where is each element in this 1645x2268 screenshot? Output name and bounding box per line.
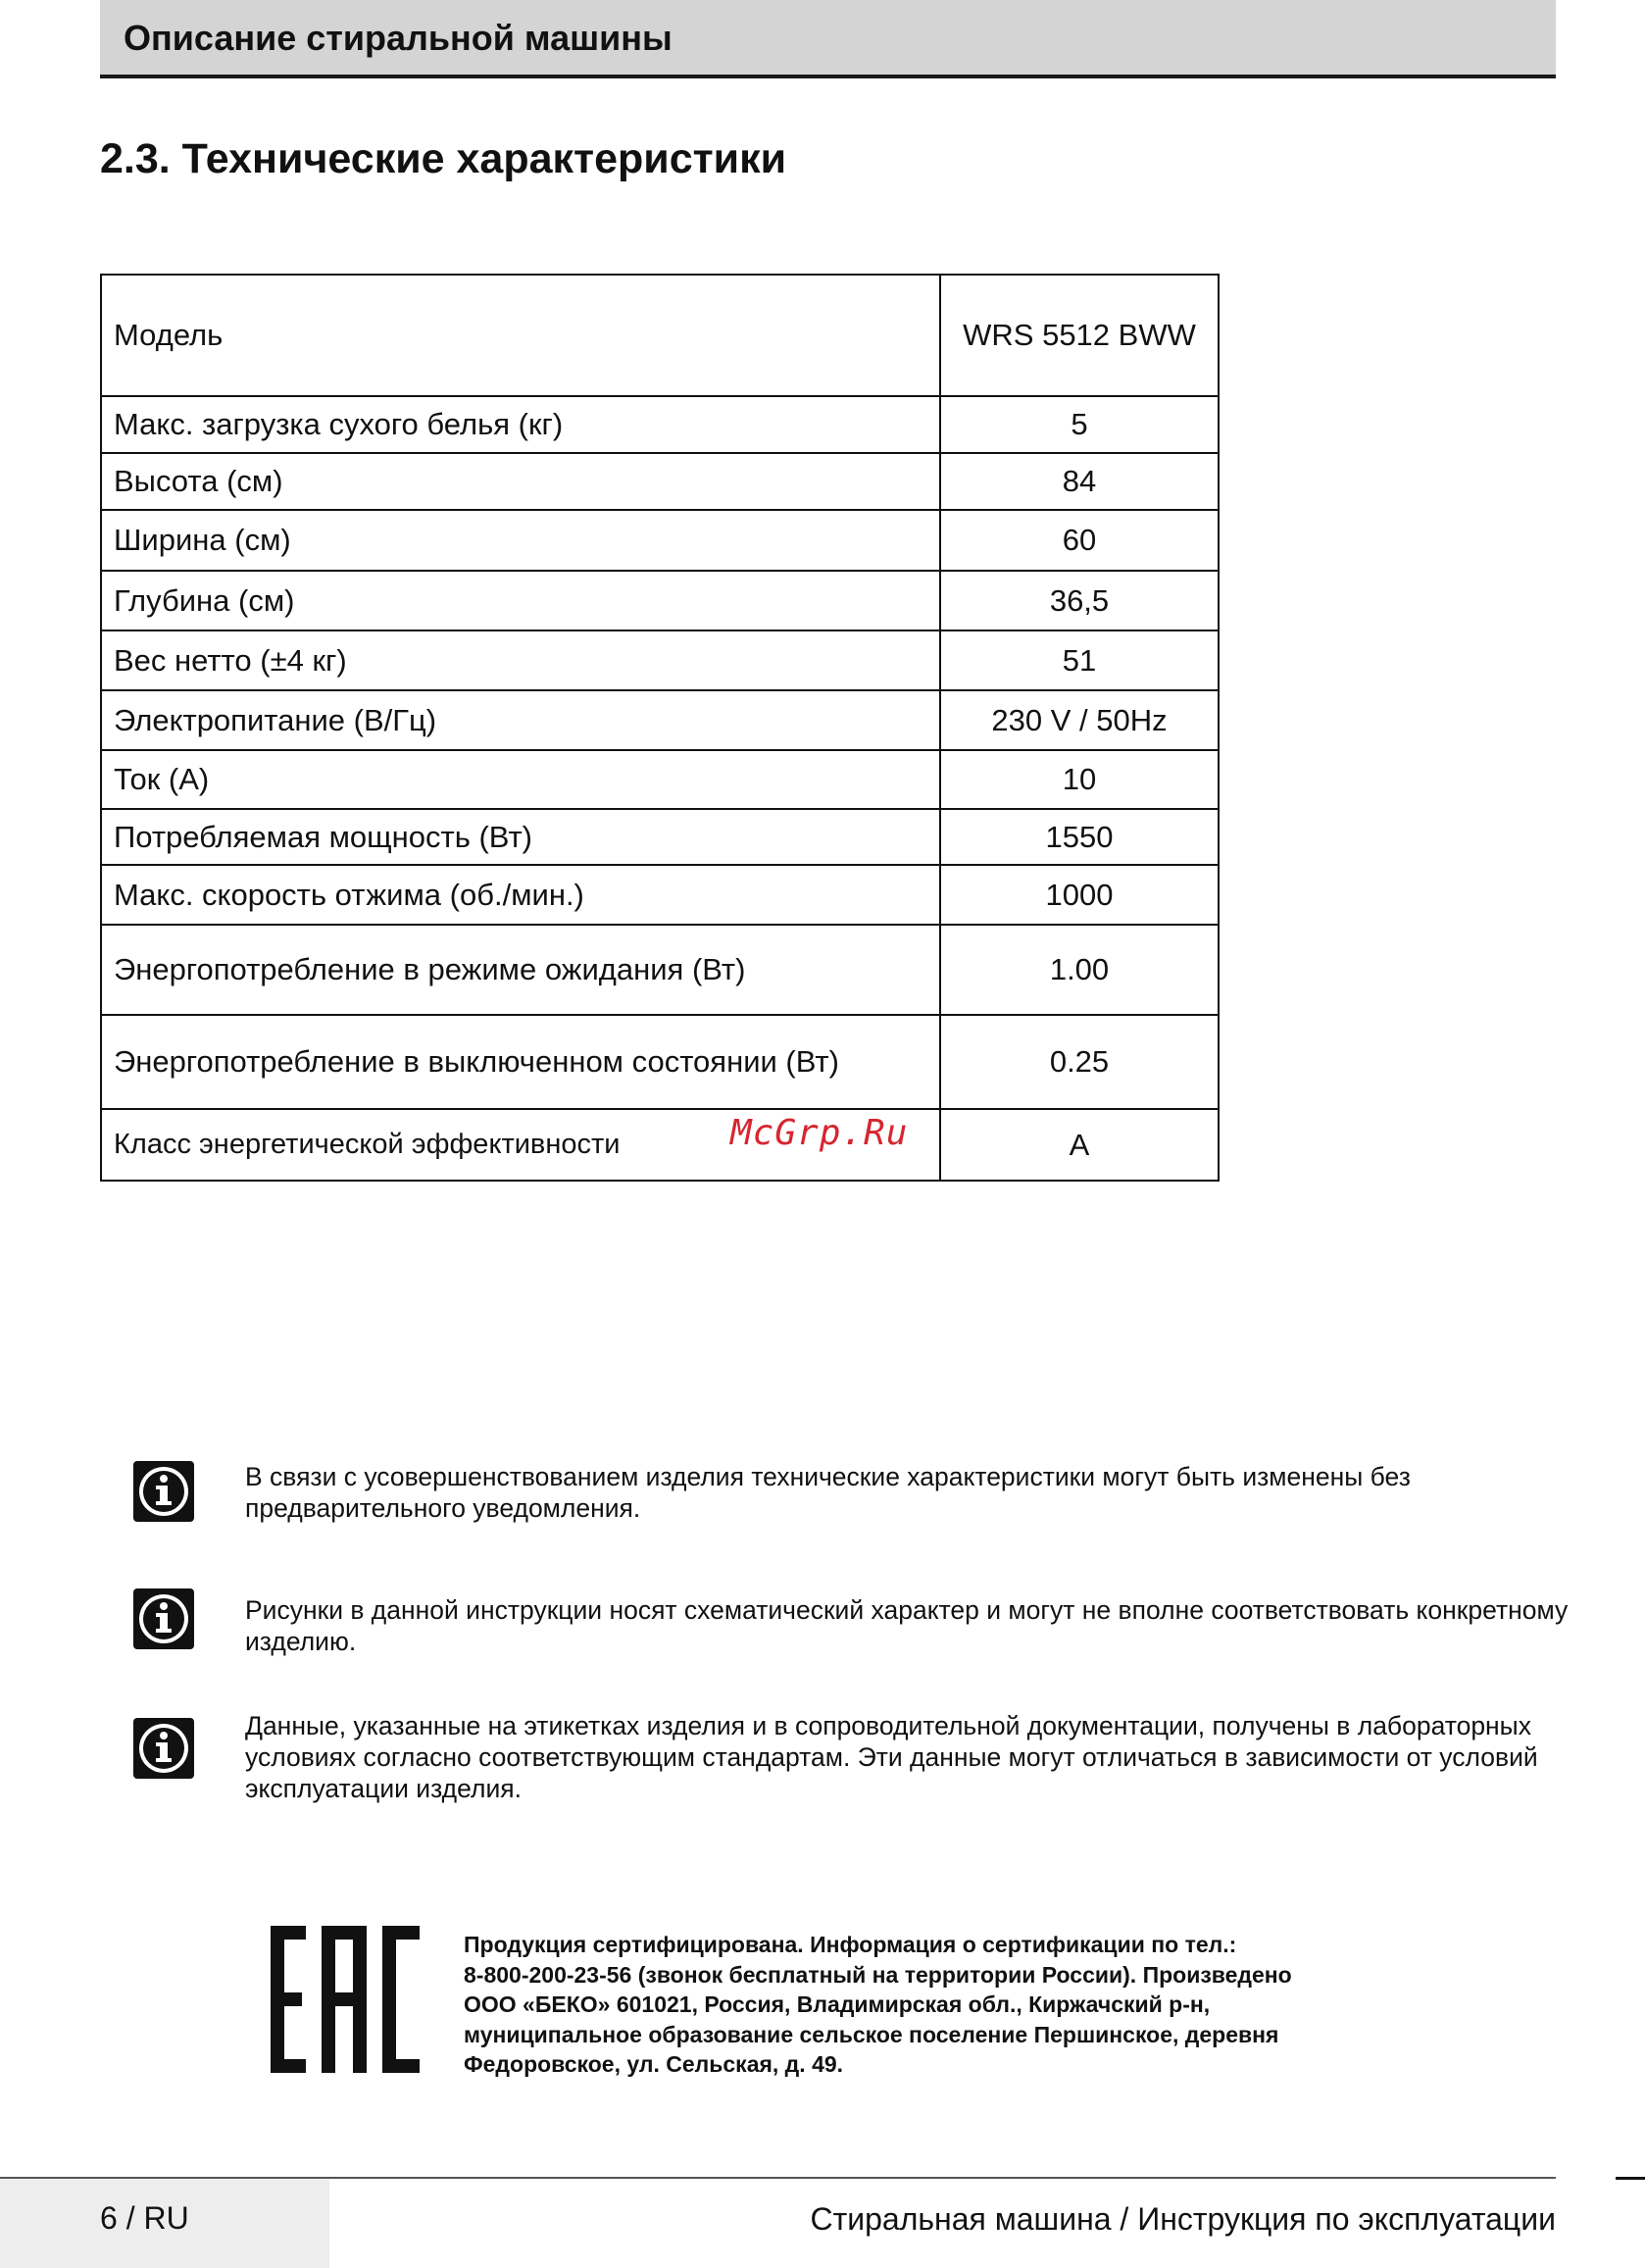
watermark: McGrp.Ru <box>730 1113 909 1153</box>
spec-value: 1000 <box>940 865 1219 925</box>
spec-label: Макс. загрузка сухого белья (кг) <box>101 396 940 453</box>
footer-mark <box>1616 2177 1645 2180</box>
spec-value: 36,5 <box>940 571 1219 630</box>
info-note-text: Данные, указанные на этикетках изделия и в сопроводительной документации, получены в лабораторных условиях согласно соответствующим стандартам. Эти данные могут отличаться в зависимости от условий эксплуатации изделия. <box>245 1711 1538 1803</box>
spec-value: 10 <box>940 750 1219 809</box>
footer-doc-title: Стиральная машина / Инструкция по эксплуатации <box>810 2201 1556 2237</box>
page-number: 6 / RU <box>100 2200 189 2236</box>
spec-label: Класс энергетической эффективности <box>101 1109 940 1181</box>
cert-line: муниципальное образование сельское поселение Першинское, деревня <box>464 2021 1279 2047</box>
spec-value: WRS 5512 BWW <box>940 275 1219 396</box>
spec-row <box>101 571 1219 630</box>
spec-label: Глубина (см) <box>101 571 940 630</box>
spec-value: 1550 <box>940 809 1219 865</box>
spec-row <box>101 396 1219 453</box>
spec-row <box>101 1109 1219 1181</box>
section-title: 2.3. Технические характеристики <box>100 135 787 182</box>
spec-value: 51 <box>940 630 1219 690</box>
spec-row <box>101 1015 1219 1109</box>
spec-value: 5 <box>940 396 1219 453</box>
spec-row <box>101 865 1219 925</box>
spec-label: Модель <box>101 275 940 396</box>
spec-row <box>101 510 1219 571</box>
certification-text <box>464 1930 1405 2080</box>
spec-label: Вес нетто (±4 кг) <box>101 630 940 690</box>
page-header <box>100 0 1556 78</box>
spec-value: 60 <box>940 510 1219 571</box>
spec-row <box>101 630 1219 690</box>
cert-line: Федоровское, ул. Сельская, д. 49. <box>464 2051 844 2077</box>
spec-value: 0.25 <box>940 1015 1219 1109</box>
spec-row <box>101 750 1219 809</box>
spec-table <box>100 274 1220 1182</box>
spec-label: Энергопотребление в выключенном состоянии (Вт) <box>101 1015 940 1109</box>
spec-row <box>101 925 1219 1015</box>
spec-label: Электропитание (В/Гц) <box>101 690 940 750</box>
spec-row <box>101 453 1219 510</box>
info-note-text: В связи с усовершенствованием изделия технические характеристики могут быть изменены без предварительного уведомления. <box>245 1462 1411 1523</box>
spec-value: A <box>940 1109 1219 1181</box>
spec-value: 1.00 <box>940 925 1219 1015</box>
spec-row <box>101 690 1219 750</box>
info-icon <box>133 1718 194 1779</box>
spec-row <box>101 275 1219 396</box>
spec-label: Макс. скорость отжима (об./мин.) <box>101 865 940 925</box>
spec-label: Ширина (см) <box>101 510 940 571</box>
cert-line: 8-800-200-23-56 (звонок бесплатный на территории России). Произведено <box>464 1961 1292 1988</box>
cert-line: Продукция сертифицирована. Информация о сертификации по тел.: <box>464 1932 1237 1957</box>
spec-label: Высота (см) <box>101 453 940 510</box>
spec-label: Энергопотребление в режиме ожидания (Вт) <box>101 925 940 1015</box>
info-icon <box>133 1588 194 1649</box>
info-icon <box>133 1461 194 1522</box>
spec-label: Ток (А) <box>101 750 940 809</box>
spec-value: 230 V / 50Hz <box>940 690 1219 750</box>
header-title: Описание стиральной машины <box>124 18 673 58</box>
info-note-text: Рисунки в данной инструкции носят схематический характер и могут не вполне соответствовать конкретному изделию. <box>245 1595 1569 1656</box>
spec-value: 84 <box>940 453 1219 510</box>
cert-line: ООО «БЕКО» 601021, Россия, Владимирская обл., Киржачский р-н, <box>464 1991 1211 2017</box>
footer-page-box <box>0 2179 329 2268</box>
spec-row <box>101 809 1219 865</box>
eac-logo <box>267 1922 424 2079</box>
spec-label: Потребляемая мощность (Вт) <box>101 809 940 865</box>
